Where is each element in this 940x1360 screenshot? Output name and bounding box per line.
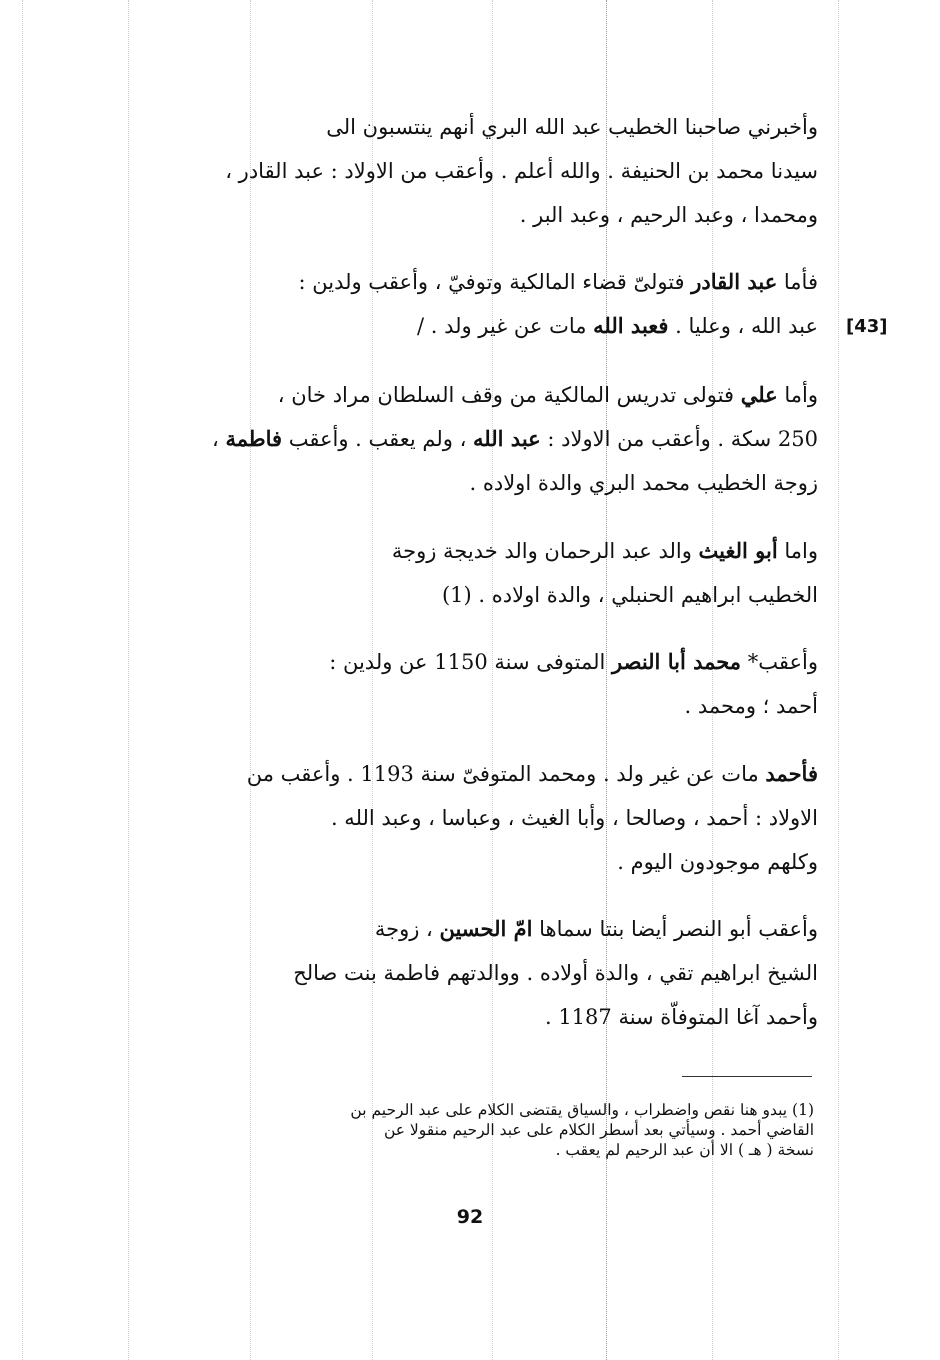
paragraph [138,268,818,356]
scan-artifact-line [838,0,839,1360]
footnote-separator [682,1076,812,1077]
text-segment: زوجة الخطيب محمد البري والدة اولاده . [469,471,818,495]
text-line [138,804,818,848]
text-segment: ومحمدا ، وعبد الرحيم ، وعبد البر . [519,203,818,227]
text-segment: الخطيب ابراهيم الحنبلي ، والدة اولاده . (1) [441,583,818,607]
text-segment: فتولى تدريس المالكية من وقف السلطان مراد خان ، [277,383,741,407]
bold-name: فاطمة [225,426,283,451]
bold-name: أبو الغيث [698,538,778,563]
bold-name: علي [740,382,778,407]
text-line [138,581,818,625]
bold-name: امّ الحسين [439,916,533,941]
text-line [138,268,818,312]
text-segment: المتوفى سنة 1150 عن ولدين : [329,650,613,674]
text-line [138,760,818,804]
text-segment: ، ولم يعقب . وأعقب [282,427,474,451]
bold-name: محمد أبا النصر [612,649,742,674]
text-line [138,201,818,245]
paragraph [138,915,818,1047]
bold-name: فعبد الله [593,313,669,338]
text-line [138,381,818,425]
text-segment: وكلهم موجودون اليوم . [617,850,818,874]
text-segment: وأعقب أبو النصر أيضا بنتا سماها [532,917,818,941]
footnote-line: القاضي أحمد . وسيأتي بعد أسطر الكلام على عبد الرحيم منقولا عن [383,1121,814,1139]
text-segment: الشيخ ابراهيم تقي ، والدة أولاده . ووالدتهم فاطمة بنت صالح [293,961,818,985]
text-segment: 250 سكة . وأعقب من الاولاد : [540,427,818,451]
paragraph [138,113,818,245]
text-line [138,113,818,157]
text-segment: وأحمد آغا المتوفاّة سنة 1187 . [544,1005,818,1029]
text-segment: أحمد ؛ ومحمد . [684,694,818,718]
footnote-line: نسخة ( هـ ) الا أن عبد الرحيم لم يعقب . [555,1141,814,1159]
footnote-line: (1) يبدو هنا نقص واضطراب ، والسياق يقتضى الكلام على عبد الرحيم بن [350,1101,814,1119]
paragraph [138,537,818,625]
text-segment: والد عبد الرحمان والد خديجة زوجة [391,539,699,563]
text-line [138,915,818,959]
text-segment: فأما [777,270,818,294]
footnote [124,1100,814,1160]
text-line [138,312,818,356]
text-line [138,469,818,513]
text-segment: مات عن غير ولد . / [416,314,594,338]
text-segment: فتولىّ قضاء المالكية وتوفيّ ، وأعقب ولدين : [298,270,692,294]
text-segment: الاولاد : أحمد ، وصالحا ، وأبا الغيث ، وعباسا ، وعبد الله . [330,806,818,830]
text-segment: ، [212,427,226,451]
text-line [138,692,818,736]
text-segment: مات عن غير ولد . ومحمد المتوفىّ سنة 1193 . وأعقب من [246,762,766,786]
bold-name: عبد القادر [691,269,778,294]
text-line [138,848,818,892]
bold-name: فأحمد [765,761,818,786]
text-segment: سيدنا محمد بن الحنيفة . والله أعلم . وأعقب من الاولاد : عبد القادر ، [225,159,818,183]
text-line [138,648,818,692]
text-line [138,537,818,581]
text-segment: عبد الله ، وعليا . [668,314,818,338]
marginal-manuscript-reference: [43] [846,316,888,337]
text-line [138,425,818,469]
paragraph [138,760,818,892]
text-line [138,1003,818,1047]
text-segment: ، زوجة [374,917,440,941]
paragraph [138,381,818,513]
paragraph [138,648,818,736]
bold-name: عبد الله [473,426,541,451]
page-number: 92 [456,1206,484,1228]
text-segment: واما [777,539,818,563]
text-segment: وأخبرني صاحبنا الخطيب عبد الله البري أنهم ينتسبون الى [326,115,818,139]
text-line [138,959,818,1003]
text-line [138,157,818,201]
text-segment: وأعقب* [741,650,818,674]
text-segment: وأما [777,383,818,407]
scan-artifact-line [22,0,23,1360]
